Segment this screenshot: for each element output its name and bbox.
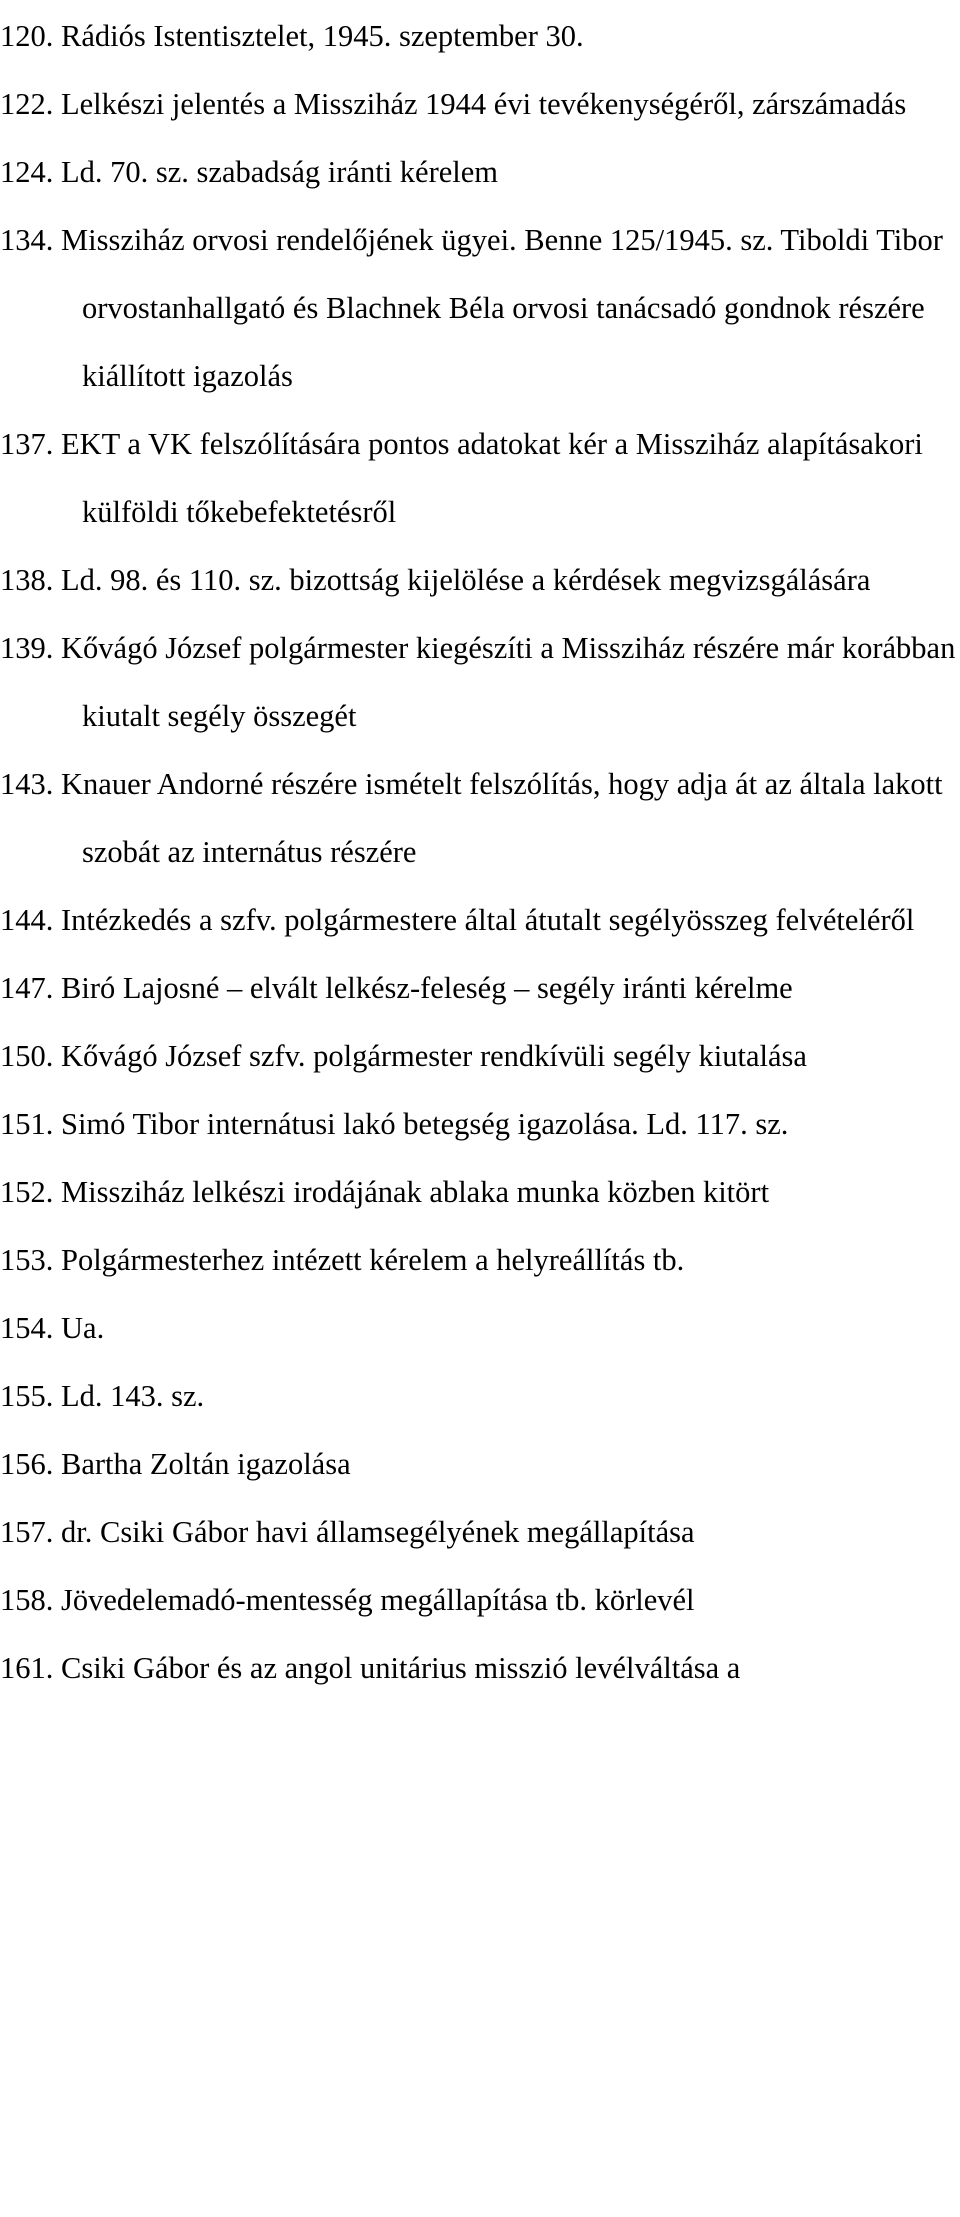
entry-text: Intézkedés a szfv. polgármestere által átutalt segélyösszeg felvételéről	[61, 903, 915, 937]
entry-number: 124.	[0, 155, 54, 189]
list-item	[0, 1498, 960, 1566]
entry-number: 154.	[0, 1311, 54, 1345]
list-item	[0, 614, 960, 750]
list-item	[0, 954, 960, 1022]
entry-text: Missziház lelkészi irodájának ablaka munka közben kitört	[61, 1175, 770, 1209]
entry-number: 157.	[0, 1515, 54, 1549]
list-item	[0, 1226, 960, 1294]
entry-text: Knauer Andorné részére ismételt felszólítás, hogy adja át az általa lakott szobát az internátus részére	[61, 767, 943, 869]
entry-number: 137.	[0, 427, 54, 461]
entry-number: 156.	[0, 1447, 54, 1481]
entry-text: EKT a VK felszólítására pontos adatokat kér a Missziház alapításakori külföldi tőkebefektetésről	[61, 427, 923, 529]
list-item	[0, 1430, 960, 1498]
entry-number: 144.	[0, 903, 54, 937]
entry-text: Simó Tibor internátusi lakó betegség igazolása. Ld. 117. sz.	[61, 1107, 789, 1141]
list-item	[0, 886, 960, 954]
entry-number: 150.	[0, 1039, 54, 1073]
entry-text: Kővágó József polgármester kiegészíti a Missziház részére már korábban kiutalt segély összegét	[61, 631, 956, 733]
entry-number: 151.	[0, 1107, 54, 1141]
entry-text: Ld. 70. sz. szabadság iránti kérelem	[61, 155, 499, 189]
entry-text: Csiki Gábor és az angol unitárius misszió levélváltása a	[61, 1651, 741, 1685]
entry-text: dr. Csiki Gábor havi államsegélyének megállapítása	[61, 1515, 695, 1549]
entry-list	[0, 2, 960, 1702]
entry-text: Ld. 98. és 110. sz. bizottság kijelölése a kérdések megvizsgálására	[61, 563, 871, 597]
entry-text: Ld. 143. sz.	[61, 1379, 205, 1413]
list-item	[0, 410, 960, 546]
entry-number: 158.	[0, 1583, 54, 1617]
entry-text: Kővágó József szfv. polgármester rendkívüli segély kiutalása	[61, 1039, 807, 1073]
entry-text: Missziház orvosi rendelőjének ügyei. Benne 125/1945. sz. Tiboldi Tibor orvostanhallgató és Blachnek Béla orvosi tanácsadó gondnok részére kiállított igazolás	[61, 223, 943, 393]
list-item	[0, 750, 960, 886]
list-item	[0, 138, 960, 206]
entry-number: 143.	[0, 767, 54, 801]
entry-number: 161.	[0, 1651, 54, 1685]
list-item	[0, 1566, 960, 1634]
entry-text: Bartha Zoltán igazolása	[61, 1447, 351, 1481]
entry-text: Lelkészi jelentés a Missziház 1944 évi tevékenységéről, zárszámadás	[61, 87, 907, 121]
list-item	[0, 1362, 960, 1430]
entry-text: Polgármesterhez intézett kérelem a helyreállítás tb.	[61, 1243, 685, 1277]
entry-number: 139.	[0, 631, 54, 665]
entry-text: Ua.	[61, 1311, 105, 1345]
entry-number: 120.	[0, 19, 54, 53]
entry-number: 155.	[0, 1379, 54, 1413]
entry-text: Jövedelemadó-mentesség megállapítása tb. körlevél	[61, 1583, 695, 1617]
entry-number: 152.	[0, 1175, 54, 1209]
list-item	[0, 70, 960, 138]
entry-text: Biró Lajosné – elvált lelkész-feleség – segély iránti kérelme	[61, 971, 793, 1005]
entry-number: 147.	[0, 971, 54, 1005]
list-item	[0, 1090, 960, 1158]
list-item	[0, 1158, 960, 1226]
list-item	[0, 206, 960, 410]
list-item	[0, 1294, 960, 1362]
list-item	[0, 1634, 960, 1702]
entry-number: 138.	[0, 563, 54, 597]
entry-number: 134.	[0, 223, 54, 257]
entry-number: 153.	[0, 1243, 54, 1277]
list-item	[0, 546, 960, 614]
list-item	[0, 2, 960, 70]
entry-text: Rádiós Istentisztelet, 1945. szeptember 30.	[61, 19, 584, 53]
entry-number: 122.	[0, 87, 54, 121]
list-item	[0, 1022, 960, 1090]
